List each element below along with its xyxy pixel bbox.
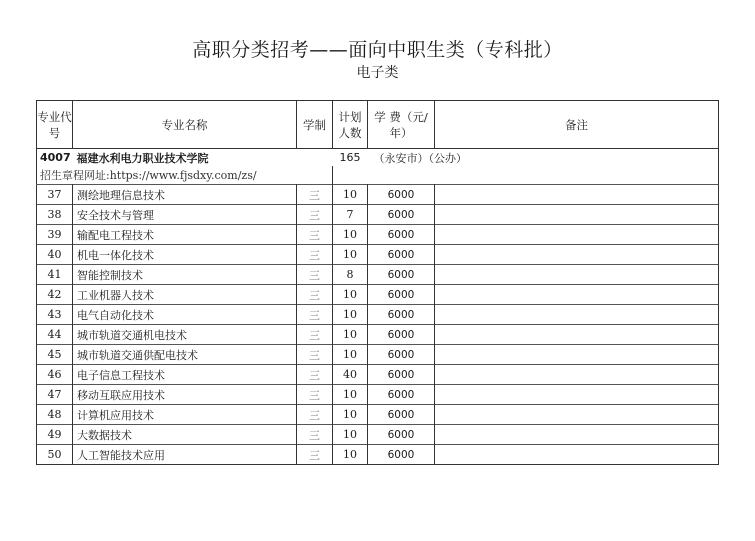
major-fee: 6000 xyxy=(368,285,435,305)
major-note xyxy=(435,265,719,285)
major-name: 工业机器人技术 xyxy=(73,285,297,305)
major-code: 50 xyxy=(37,445,73,465)
major-fee: 6000 xyxy=(368,365,435,385)
table-row xyxy=(37,325,719,345)
major-name: 机电一体化技术 xyxy=(73,245,297,265)
enrollment-plan-table xyxy=(36,100,719,465)
table-header-row xyxy=(37,101,719,149)
header-note: 备注 xyxy=(435,101,719,149)
major-code: 45 xyxy=(37,345,73,365)
major-years: 三 xyxy=(297,305,333,325)
major-name: 计算机应用技术 xyxy=(73,405,297,425)
major-plan-count: 10 xyxy=(333,385,368,405)
major-note xyxy=(435,305,719,325)
major-code: 38 xyxy=(37,205,73,225)
major-plan-count: 10 xyxy=(333,445,368,465)
major-name: 城市轨道交通机电技术 xyxy=(73,325,297,345)
major-fee: 6000 xyxy=(368,305,435,325)
major-years: 三 xyxy=(297,185,333,205)
major-code: 41 xyxy=(37,265,73,285)
institution-count: 165 xyxy=(339,151,361,164)
major-plan-count: 10 xyxy=(333,245,368,265)
major-name: 电子信息工程技术 xyxy=(73,365,297,385)
header-plan: 计划人数 xyxy=(333,101,368,149)
institution-location: （永安市）（公办） xyxy=(373,151,467,165)
major-name: 大数据技术 xyxy=(73,425,297,445)
major-years: 三 xyxy=(297,365,333,385)
major-name: 人工智能技术应用 xyxy=(73,445,297,465)
major-note xyxy=(435,185,719,205)
major-name: 输配电工程技术 xyxy=(73,225,297,245)
major-name: 测绘地理信息技术 xyxy=(73,185,297,205)
major-note xyxy=(435,205,719,225)
major-fee: 6000 xyxy=(368,345,435,365)
institution-row xyxy=(37,149,719,167)
major-note xyxy=(435,385,719,405)
header-code: 专业代号 xyxy=(37,101,73,149)
major-fee: 6000 xyxy=(368,385,435,405)
major-note xyxy=(435,225,719,245)
major-fee: 6000 xyxy=(368,265,435,285)
major-fee: 6000 xyxy=(368,445,435,465)
major-plan-count: 10 xyxy=(333,345,368,365)
major-years: 三 xyxy=(297,405,333,425)
table-row xyxy=(37,185,719,205)
major-name: 智能控制技术 xyxy=(73,265,297,285)
major-code: 47 xyxy=(37,385,73,405)
table-row xyxy=(37,265,719,285)
institution-code: 4007 xyxy=(40,151,71,164)
major-plan-count: 10 xyxy=(333,425,368,445)
table-row xyxy=(37,305,719,325)
major-code: 48 xyxy=(37,405,73,425)
table-row xyxy=(37,405,719,425)
major-years: 三 xyxy=(297,385,333,405)
major-name: 移动互联应用技术 xyxy=(73,385,297,405)
major-plan-count: 10 xyxy=(333,285,368,305)
major-years: 三 xyxy=(297,225,333,245)
major-fee: 6000 xyxy=(368,185,435,205)
major-note xyxy=(435,285,719,305)
table-row xyxy=(37,425,719,445)
table-row xyxy=(37,205,719,225)
major-code: 46 xyxy=(37,365,73,385)
major-note xyxy=(435,365,719,385)
major-plan-count: 10 xyxy=(333,185,368,205)
major-plan-count: 10 xyxy=(333,225,368,245)
major-years: 三 xyxy=(297,345,333,365)
major-years: 三 xyxy=(297,205,333,225)
major-plan-count: 40 xyxy=(333,365,368,385)
institution-url-row xyxy=(37,166,719,185)
header-fee: 学 费（元/年） xyxy=(368,101,435,149)
major-code: 44 xyxy=(37,325,73,345)
major-fee: 6000 xyxy=(368,325,435,345)
major-fee: 6000 xyxy=(368,205,435,225)
table-row xyxy=(37,345,719,365)
major-years: 三 xyxy=(297,445,333,465)
major-plan-count: 10 xyxy=(333,405,368,425)
major-name: 电气自动化技术 xyxy=(73,305,297,325)
url-row-empty xyxy=(333,166,719,185)
major-years: 三 xyxy=(297,285,333,305)
major-fee: 6000 xyxy=(368,405,435,425)
major-note xyxy=(435,345,719,365)
major-note xyxy=(435,425,719,445)
major-plan-count: 10 xyxy=(333,325,368,345)
major-code: 37 xyxy=(37,185,73,205)
table-row xyxy=(37,385,719,405)
admission-url-link[interactable]: 招生章程网址:https://www.fjsdxy.com/zs/ xyxy=(37,166,333,185)
table-row xyxy=(37,285,719,305)
major-fee: 6000 xyxy=(368,225,435,245)
page-subtitle: 电子类 xyxy=(356,65,399,81)
major-note xyxy=(435,245,719,265)
major-plan-count: 10 xyxy=(333,305,368,325)
major-code: 39 xyxy=(37,225,73,245)
major-fee: 6000 xyxy=(368,245,435,265)
major-years: 三 xyxy=(297,245,333,265)
major-code: 40 xyxy=(37,245,73,265)
major-fee: 6000 xyxy=(368,425,435,445)
major-note xyxy=(435,325,719,345)
major-note xyxy=(435,405,719,425)
major-years: 三 xyxy=(297,325,333,345)
major-note xyxy=(435,445,719,465)
major-years: 三 xyxy=(297,265,333,285)
header-years: 学制 xyxy=(297,101,333,149)
major-code: 43 xyxy=(37,305,73,325)
major-plan-count: 8 xyxy=(333,265,368,285)
major-years: 三 xyxy=(297,425,333,445)
major-code: 42 xyxy=(37,285,73,305)
table-row xyxy=(37,365,719,385)
page-title: 高职分类招考——面向中职生类（专科批） xyxy=(192,39,563,61)
major-name: 城市轨道交通供配电技术 xyxy=(73,345,297,365)
major-name: 安全技术与管理 xyxy=(73,205,297,225)
table-row xyxy=(37,245,719,265)
major-code: 49 xyxy=(37,425,73,445)
table-row xyxy=(37,445,719,465)
institution-name: 福建水利电力职业技术学院 xyxy=(76,151,209,165)
table-row xyxy=(37,225,719,245)
major-plan-count: 7 xyxy=(333,205,368,225)
header-name: 专业名称 xyxy=(73,101,297,149)
